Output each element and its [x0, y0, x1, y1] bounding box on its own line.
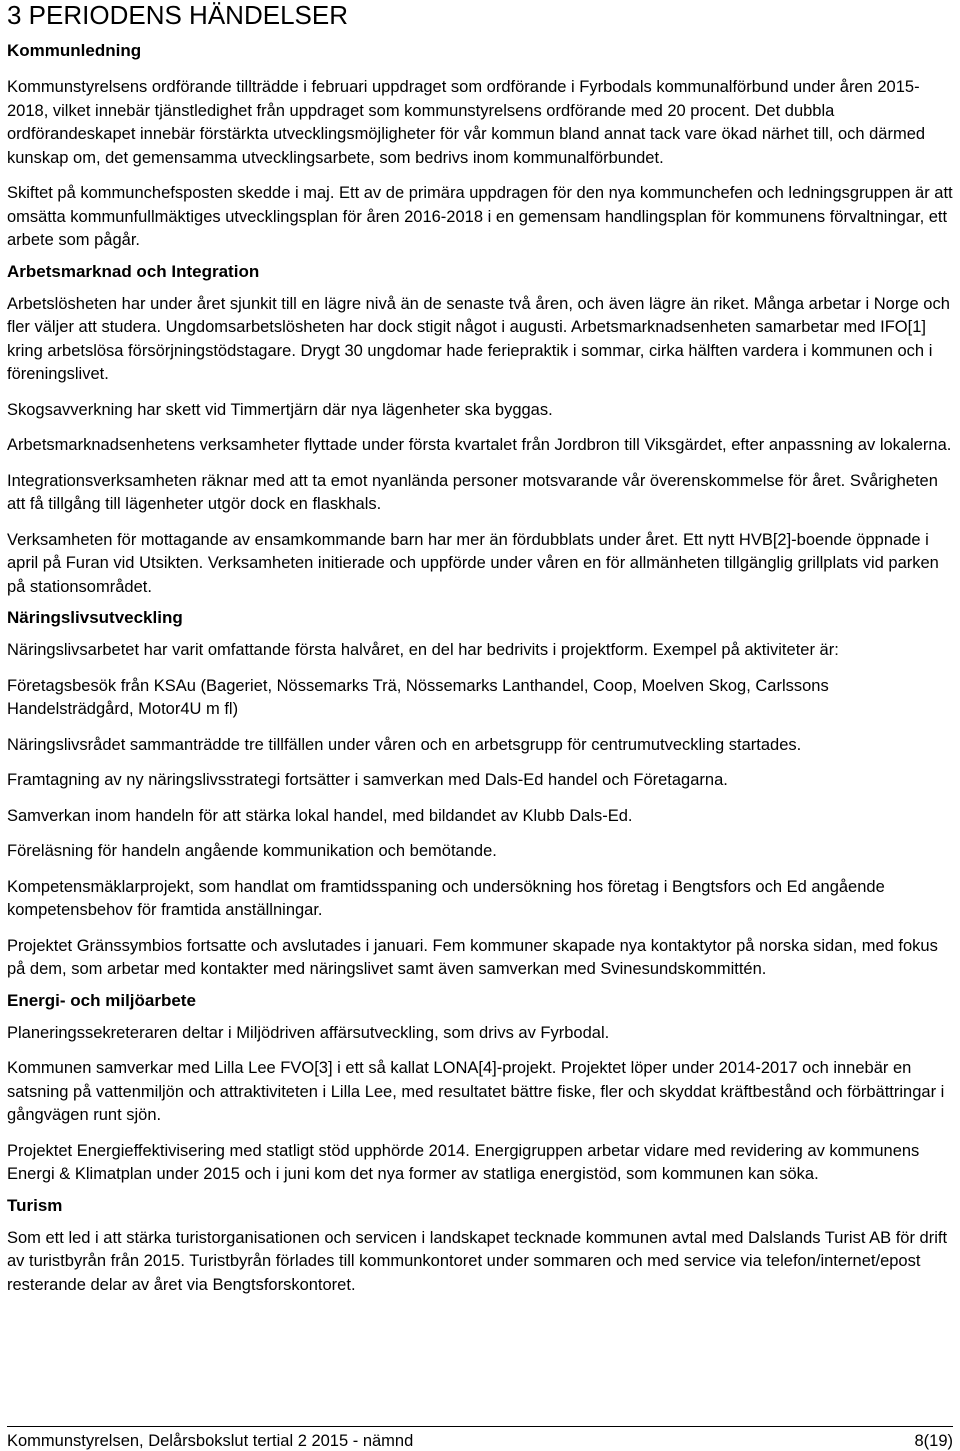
paragraph: Verksamheten för mottagande av ensamkommande barn har mer än fördubblats under året. Ett nytt HVB[2]-boende öppnade i april på Furan vid Utsikten. Verksamheten initierade och uppförde under våren en för allmänheten tillgänglig grillplats vid parken på stationsområdet. [7, 530, 939, 596]
footer-page-number: 8(19) [914, 1432, 953, 1450]
page-footer [7, 1426, 953, 1451]
paragraph: Skogsavverkning har skett vid Timmertjärn där nya lägenheter ska byggas. [7, 400, 553, 419]
section-heading-naringsliv: Näringslivsutveckling [7, 608, 183, 627]
paragraph: Näringslivsrådet sammanträdde tre tillfällen under våren och en arbetsgrupp för centrumutveckling startades. [7, 735, 802, 754]
paragraph: Projektet Energieffektivisering med statligt stöd upphörde 2014. Energigruppen arbetar vidare med revidering av kommunens Energi & Klimatplan under 2015 och i juni kom det nya former av statliga energistöd, som kommunen kan söka. [7, 1141, 920, 1183]
paragraph: Framtagning av ny näringslivsstrategi fortsätter i samverkan med Dals-Ed handel och Företagarna. [7, 771, 728, 789]
paragraph: Arbetslösheten har under året sjunkit till en lägre nivå än de senaste två åren, och även lägre än riket. Många arbetar i Norge och fler väljer att studera. Ungdomsarbetslösheten har dock stigit något i augusti. Arbetsmarknadsenheten samarbetar med IFO[1] kring arbetslösa försörjningstödstagare. Drygt 30 ungdomar hade feriepraktik i sommar, cirka hälften vardera i kommunen och i föreningslivet. [7, 294, 950, 383]
paragraph: Företagsbesök från KSAu (Bageriet, Nössemarks Trä, Nössemarks Lanthandel, Coop, Moelven Skog, Carlssons Handelsträdgård, Motor4U m fl) [7, 676, 829, 718]
paragraph: Som ett led i att stärka turistorganisationen och servicen i landskapet tecknade kommunen avtal med Dalslands Turist AB för drift av turistbyrån från 2015. Turistbyrån förlades till kommunkontoret under sommaren och med service via telefon/internet/epost resterande delar av året via Bengtsforskontoret. [7, 1228, 948, 1294]
page-title: 3 PERIODENS HÄNDELSER [7, 0, 348, 30]
paragraph: Projektet Gränssymbios fortsatte och avslutades i januari. Fem kommuner skapade nya kontaktytor på norska sidan, med fokus på dem, som arbetar med kontakter med näringslivet samt även samverkan med Svinesundskommittén. [7, 936, 938, 978]
section-heading-kommunledning: Kommunledning [7, 41, 142, 60]
section-heading-arbetsmarknad: Arbetsmarknad och Integration [7, 261, 260, 281]
paragraph: Kommunstyrelsens ordförande tillträdde i februari uppdraget som ordförande i Fyrbodals kommunalförbund under åren 2015-2018, vilket innebär tjänstledighet från uppdraget som kommunstyrelsens ordförande med 20 procent. Det dubbla ordförandeskapet innebär förstärkta utvecklingsmöjligheter för vår kommun bland annat tack vare ökad närhet till, och därmed kunskap om, det gemensamma utvecklingsarbete, som bedrivs inom kommunalförbundet. [7, 78, 926, 167]
paragraph: Skiftet på kommunchefsposten skedde i maj. Ett av de primära uppdragen för den nya kommunchefen och ledningsgruppen är att omsätta kommunfullmäktiges utvecklingsplan för åren 2016-2018 i en gemensam handlingsplan för kommunens förvaltningar, ett arbete som pågår. [7, 184, 953, 249]
paragraph: Integrationsverksamheten räknar med att ta emot nyanlända personer motsvarande vår överenskommelse för året. Svårigheten att få tillgång till lägenheter utgör dock en flaskhals. [7, 471, 938, 513]
footer-document-title: Kommunstyrelsen, Delårsbokslut tertial 2 2015 - nämnd [7, 1432, 414, 1450]
paragraph: Planeringssekreteraren deltar i Miljödriven affärsutveckling, som drivs av Fyrbodal. [7, 1023, 610, 1042]
paragraph: Kommunen samverkar med Lilla Lee FVO[3] i ett så kallat LONA[4]-projekt. Projektet löper under 2014-2017 och innebär en satsning på vattenmiljön och attraktiviteten i Lilla Lee, med resultatet bättre fiske, fler och skyddat kräftbestånd och förbättringar i gångvägen runt sjön. [7, 1059, 945, 1124]
section-heading-energi: Energi- och miljöarbete [7, 990, 196, 1010]
section-heading-turism: Turism [7, 1195, 63, 1215]
paragraph: Näringslivsarbetet har varit omfattande första halvåret, en del har bedrivits i projektform. Exempel på aktiviteter är: [7, 641, 839, 659]
paragraph: Kompetensmäklarprojekt, som handlat om framtidsspaning och undersökning hos företag i Bengtsfors och Ed angående kompetensbehov för framtida anställningar. [7, 877, 885, 919]
paragraph: Samverkan inom handeln för att stärka lokal handel, med bildandet av Klubb Dals-Ed. [7, 806, 633, 825]
paragraph: Föreläsning för handeln angående kommunikation och bemötande. [7, 842, 497, 860]
document-page [7, 0, 953, 1297]
paragraph: Arbetsmarknadsenhetens verksamheter flyttade under första kvartalet från Jordbron till Viksgärdet, efter anpassning av lokalerna. [7, 436, 952, 454]
